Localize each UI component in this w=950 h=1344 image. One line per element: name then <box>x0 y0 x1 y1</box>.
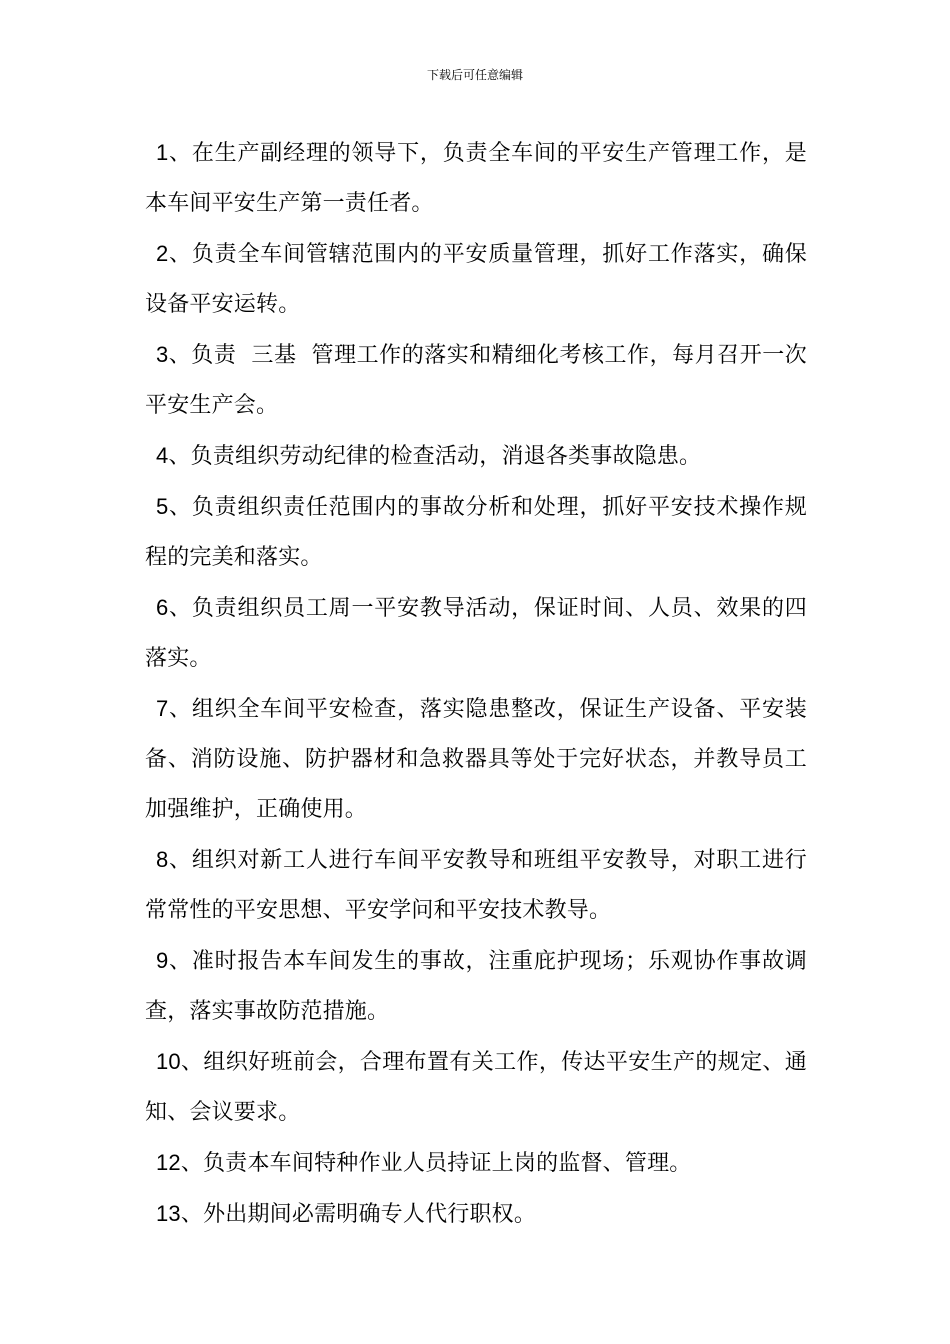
item-number: 4 <box>156 443 169 468</box>
item-number: 9 <box>156 948 169 973</box>
item-number: 7 <box>156 696 169 721</box>
list-item-2 <box>145 229 807 330</box>
list-item-7 <box>145 684 807 835</box>
item-text: 、负责本车间特种作业人员持证上岗的监督、管理。 <box>180 1151 692 1176</box>
item-text: 、负责组织责任范围内的事故分析和处理，抓好平安技术操作规程的完美和落实。 <box>145 495 807 570</box>
list-item-6 <box>145 583 807 684</box>
item-text: 、负责 三基 管理工作的落实和精细化考核工作，每月召开一次平安生产会。 <box>145 343 807 418</box>
list-item-4 <box>145 431 807 482</box>
item-number: 3 <box>156 342 169 367</box>
list-item-3 <box>145 330 807 431</box>
list-item-1 <box>145 128 807 229</box>
item-number: 6 <box>156 595 169 620</box>
item-number: 1 <box>156 140 169 165</box>
item-text: 、组织对新工人进行车间平安教导和班组平安教导，对职工进行常常性的平安思想、平安学问和平安技术教导。 <box>145 848 807 923</box>
item-number: 10 <box>156 1049 181 1074</box>
list-item-9 <box>145 936 807 1037</box>
list-item-10 <box>145 1037 807 1138</box>
list-item-12 <box>145 1138 807 1189</box>
item-text: 、组织好班前会，合理布置有关工作，传达平安生产的规定、通知、会议要求。 <box>145 1050 807 1125</box>
item-number: 12 <box>156 1150 181 1175</box>
document-body <box>145 128 807 1240</box>
list-item-5 <box>145 482 807 583</box>
item-number: 2 <box>156 241 169 266</box>
item-text: 、负责组织劳动纪律的检查活动，消退各类事故隐患。 <box>168 444 702 469</box>
item-text: 、负责全车间管辖范围内的平安质量管理，抓好工作落实，确保设备平安运转。 <box>145 242 807 317</box>
item-text: 、组织全车间平安检查，落实隐患整改，保证生产设备、平安装备、消防设施、防护器材和急救器具等处于完好状态，并教导员工加强维护，正确使用。 <box>145 697 807 822</box>
item-number: 5 <box>156 494 169 519</box>
item-number: 13 <box>156 1201 181 1226</box>
item-number: 8 <box>156 847 169 872</box>
item-text: 、准时报告本车间发生的事故，注重庇护现场；乐观协作事故调查，落实事故防范措施。 <box>145 949 807 1024</box>
item-text: 、外出期间必需明确专人代行职权。 <box>180 1202 537 1227</box>
list-item-8 <box>145 835 807 936</box>
item-text: 、在生产副经理的领导下，负责全车间的平安生产管理工作，是本车间平安生产第一责任者。 <box>145 141 807 216</box>
list-item-13 <box>145 1189 807 1240</box>
header-note: 下载后可任意编辑 <box>426 68 523 82</box>
item-text: 、负责组织员工周一平安教导活动，保证时间、人员、效果的四落实。 <box>145 596 807 671</box>
